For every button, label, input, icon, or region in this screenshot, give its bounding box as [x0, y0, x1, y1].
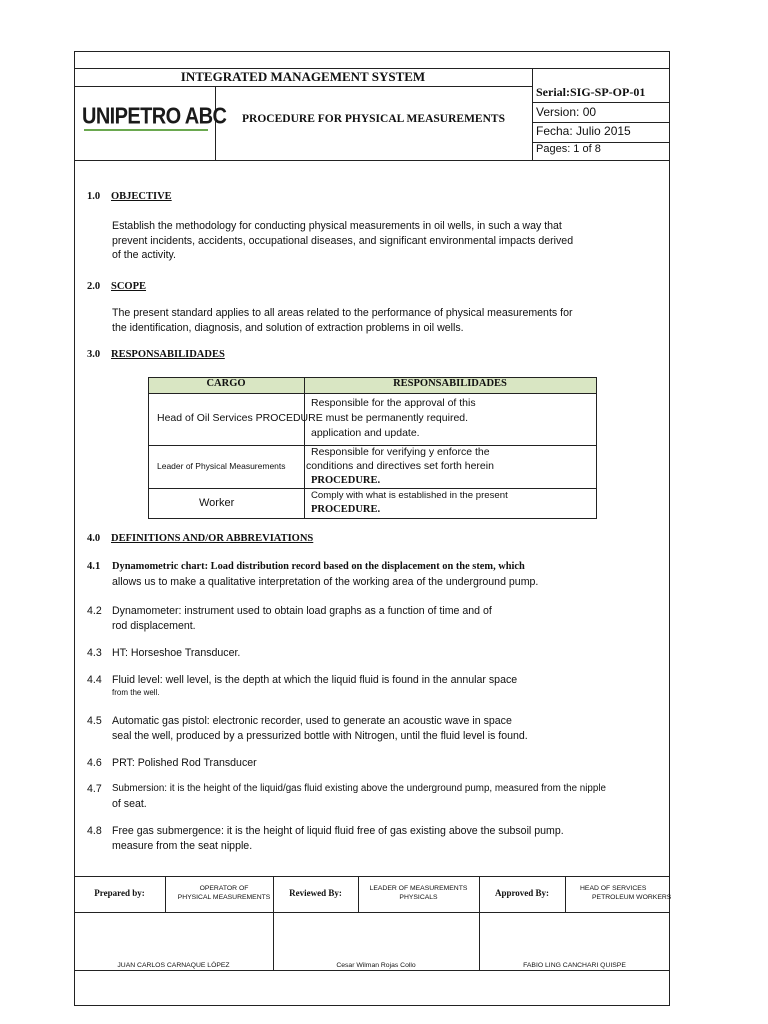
- item-number: 4.1: [87, 561, 101, 572]
- item-text: Free gas submergence: it is the height of liquid fluid free of gas existing above the subsoil pump.: [112, 825, 564, 837]
- prepared-by-label: Prepared by:: [94, 888, 145, 898]
- doc-date: Fecha: Julio 2015: [536, 124, 631, 138]
- info-line-1: [532, 102, 670, 103]
- table-cell-role-1: Head of Oil Services PROCEDURE must be permanently required.: [157, 412, 469, 424]
- item-text: Fluid level: well level, is the depth at which the liquid fluid is found in the annular space: [112, 674, 518, 686]
- text-line: the identification, diagnosis, and solution of extraction problems in oil wells.: [112, 321, 464, 334]
- table-cell-role-3: Worker: [199, 497, 235, 509]
- table-header-cargo: CARGO: [206, 378, 246, 389]
- item-number: 4.8: [87, 825, 102, 837]
- role-line: PHYSICAL MEASUREMENTS: [177, 894, 271, 901]
- footer-top-line: [74, 876, 670, 877]
- text-line: Establish the methodology for conducting physical measurements in oil wells, in such a way that: [112, 220, 562, 232]
- text-line: of the activity.: [112, 249, 176, 261]
- table-cell-role-2: Leader of Physical Measurements: [157, 461, 286, 471]
- table-cell-resp-3b: PROCEDURE.: [311, 504, 381, 515]
- footer-mid-line: [74, 912, 670, 913]
- table-cell-resp-3a: Comply with what is established in the present: [311, 490, 508, 501]
- item-text-cont: rod displacement.: [112, 620, 196, 632]
- table-cell-resp-1a: Responsible for the approval of this: [311, 397, 476, 409]
- item-text: HT: Horseshoe Transducer.: [112, 647, 241, 659]
- approved-by-role: [565, 884, 685, 902]
- item-number: 4.2: [87, 605, 102, 617]
- role-line: LEADER OF MEASUREMENTS: [369, 885, 468, 892]
- logo-underline: [84, 129, 208, 131]
- section-number: 2.0: [87, 281, 101, 292]
- header-divider-2: [532, 68, 533, 160]
- text-line: prevent incidents, accidents, occupational diseases, and significant environmental impacts derived: [112, 234, 574, 247]
- company-logo: [82, 104, 227, 134]
- table-cell-resp-2b: conditions and directives set forth herein: [306, 460, 494, 472]
- table-cell-resp-1c: application and update.: [311, 427, 420, 439]
- doc-serial: Serial:SIG-SP-OP-01: [536, 85, 646, 99]
- item-number: 4.5: [87, 715, 102, 727]
- role-line: PHYSICALS: [399, 894, 438, 901]
- doc-version: Version: 00: [536, 105, 597, 119]
- item-text-cont: from the well.: [112, 688, 160, 697]
- item-text: Dynamometric chart: Load distribution record based on the displacement on the stem, which: [112, 561, 525, 572]
- info-line-2: [532, 122, 670, 123]
- section-number: 1.0: [87, 191, 101, 202]
- reviewed-by-name: Cesar Wilman Rojas Collo: [336, 962, 416, 969]
- section-number: 4.0: [87, 533, 101, 544]
- table-row-line: [148, 393, 597, 394]
- scope-text: [112, 306, 573, 335]
- item-text-cont: allows us to make a qualitative interpretation of the working area of the underground pump.: [112, 576, 539, 588]
- reviewed-by-role: [358, 884, 479, 902]
- section-number: 3.0: [87, 349, 101, 360]
- table-cell-resp-2c: PROCEDURE.: [311, 475, 381, 486]
- doc-pages: Pages: 1 of 8: [536, 143, 601, 155]
- table-row-line: [148, 488, 597, 489]
- section-title: OBJECTIVE: [111, 191, 172, 202]
- header-bottom-line: [74, 160, 670, 161]
- prepared-by-role: [165, 884, 283, 902]
- role-line: PETROLEUM WORKERS: [592, 894, 672, 901]
- item-number: 4.4: [87, 674, 102, 686]
- item-text-cont: measure from the seat nipple.: [112, 840, 253, 852]
- objective-text: [112, 219, 573, 263]
- prepared-by-name: JUAN CARLOS CARNAQUE LÓPEZ: [117, 962, 230, 969]
- table-cell-resp-2a: Responsible for verifying y enforce the: [311, 446, 490, 458]
- role-line: OPERATOR OF: [199, 885, 249, 892]
- logo-text: UNIPETRO ABC: [82, 104, 227, 130]
- item-text-cont: seal the well, produced by a pressurized bottle with Nitrogen, until the fluid level is found.: [112, 730, 528, 742]
- section-title: RESPONSABILIDADES: [111, 349, 225, 360]
- item-text: Automatic gas pistol: electronic recorder, used to generate an acoustic wave in space: [112, 715, 512, 727]
- item-number: 4.7: [87, 783, 102, 795]
- approved-by-name: FABIO LING CANCHARI QUISPE: [523, 962, 626, 969]
- item-number: 4.3: [87, 647, 102, 659]
- table-col-divider: [304, 377, 305, 519]
- reviewed-by-label: Reviewed By:: [289, 888, 342, 898]
- table-header-responsibilities: RESPONSABILIDADES: [393, 378, 507, 389]
- approved-by-label: Approved By:: [494, 888, 550, 898]
- item-number: 4.6: [87, 757, 102, 769]
- role-line: HEAD OF SERVICES: [580, 885, 647, 892]
- text-line: The present standard applies to all areas related to the performance of physical measurements for: [112, 307, 573, 319]
- footer-bottom-line: [74, 970, 670, 971]
- section-title: DEFINITIONS AND/OR ABBREVIATIONS: [111, 533, 314, 544]
- item-text: PRT: Polished Rod Transducer: [112, 757, 257, 769]
- item-text-cont: of seat.: [112, 798, 147, 810]
- document-title: PROCEDURE FOR PHYSICAL MEASUREMENTS: [242, 113, 505, 125]
- system-title: INTEGRATED MANAGEMENT SYSTEM: [180, 69, 426, 84]
- section-title: SCOPE: [111, 281, 147, 292]
- item-text: Dynamometer: instrument used to obtain load graphs as a function of time and of: [112, 605, 492, 617]
- header-title-line: [74, 86, 532, 87]
- item-text: Submersion: it is the height of the liquid/gas fluid existing above the underground pump, measured from the nipple: [112, 783, 606, 794]
